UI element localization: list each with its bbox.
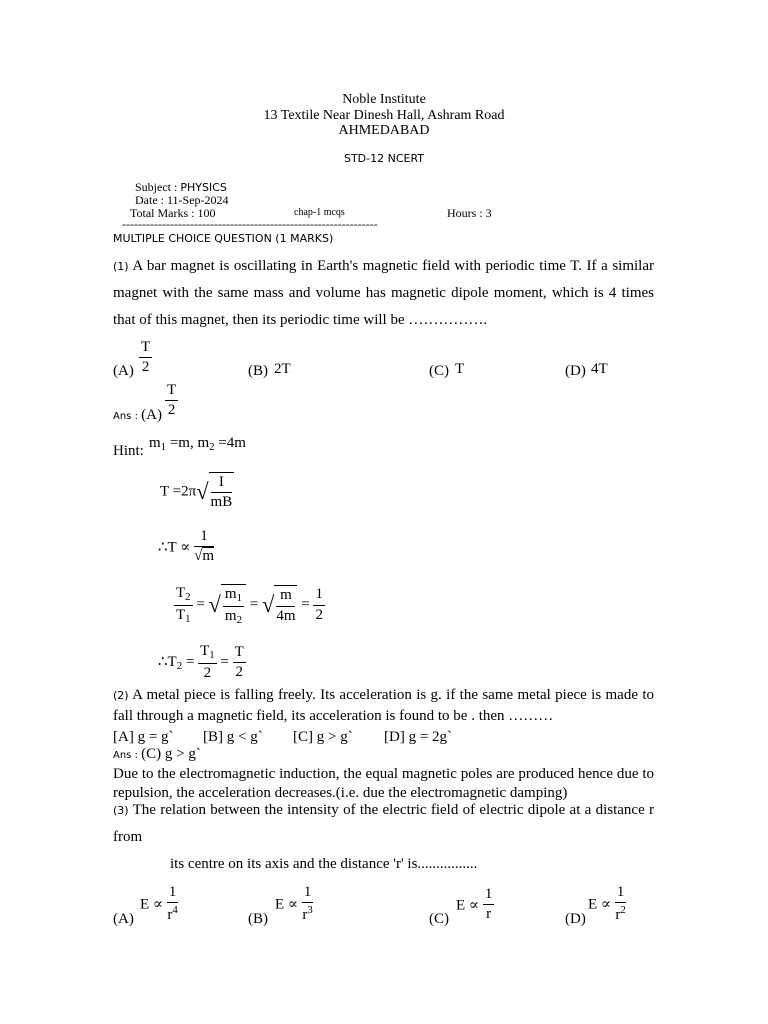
institute-city: AHMEDABAD: [338, 123, 430, 138]
q3-number: (3): [113, 804, 129, 817]
q3-line-2: from: [113, 829, 143, 845]
subject-label: Subject :: [135, 180, 181, 194]
q2-answer-line: [113, 746, 201, 763]
date-line: Date : 11-Sep-2024: [135, 193, 229, 207]
q1-line-2: magnet with the same mass and volume has magnetic dipole moment, which is 4 times: [113, 285, 654, 301]
q3-option-a-value: E ∝ $\frac{1}{r^4}$: [140, 884, 178, 924]
q3-option-d-label: (D): [565, 911, 586, 927]
q1-hint-masses: $m_1 =m$, $m_2 =4m$: [149, 435, 246, 454]
q1-answer-line: [113, 407, 162, 424]
q1-option-d-value: 4T: [591, 361, 608, 377]
q3-option-b-value: E ∝ $\frac{1}{r^3}$: [275, 884, 313, 924]
institute-address: 13 Textile Near Dinesh Hall, Ashram Road: [263, 108, 505, 123]
total-marks: Total Marks : 100: [130, 206, 216, 220]
q1-option-a-label: (A): [113, 363, 134, 379]
q3-option-c-label: (C): [429, 911, 449, 927]
q2-option-d: [D] g = 2g`: [384, 729, 453, 745]
header-rule: ----------------------------------------------------------------: [122, 217, 378, 231]
section-title: MULTIPLE CHOICE QUESTION (1 MARKS): [113, 232, 334, 245]
q2-answer-value: (C) g > g`: [141, 746, 201, 762]
q2-line-2: fall through a magnetic field, its acceleration is found to be . then ………: [113, 708, 554, 724]
sqrt-icon: √: [261, 591, 275, 617]
q1-answer-value: [165, 382, 178, 420]
q2-text-1: A metal piece is falling freely. Its acceleration is g. if the same metal piece is made to: [132, 687, 654, 703]
q1-text-1: A bar magnet is oscillating in Earth's magnetic field with periodic time T. If a similar: [132, 258, 654, 274]
q1-hint-label: Hint:: [113, 443, 144, 459]
q1-line-1: [113, 258, 654, 275]
q1-option-b-value: 2T: [274, 361, 291, 377]
q3-option-a-label: (A): [113, 911, 134, 927]
institute-name: Noble Institute: [342, 92, 426, 107]
q1-eq-result: $\therefore T_2$ = $\frac{T_1}{2}$ = $\frac{T}{2}$: [158, 643, 244, 681]
q1-option-a-fraction: $\frac{T}{2}$: [141, 339, 151, 376]
q3-option-b-label: (B): [248, 911, 268, 927]
q1-eq-ratio: $\frac{T_2}{T_1}$ = √ $\frac{m_1}{m_2}$ = √ $\frac{m}{4m}$ = $\frac{1}{2}$: [176, 585, 323, 626]
chapter-label: chap-1 mcqs: [294, 207, 345, 218]
q3-option-c-value: E ∝ $\frac{1}{r}$: [456, 886, 493, 923]
q2-answer-label: Ans :: [113, 750, 142, 761]
q1-eq-period: T =2π√ $\frac{I}{mB}$: [160, 474, 233, 511]
q3-text-1: The relation between the intensity of the electric field of electric dipole at a distance r: [132, 802, 654, 818]
q1-option-b-label: (B): [248, 363, 268, 379]
q2-explanation-2: repulsion, the acceleration decreases.(i.e. due the electromagnetic damping): [113, 785, 568, 801]
q1-line-3: that of this magnet, then its periodic time will be …………….: [113, 312, 488, 328]
subject-value: PHYSICS: [180, 181, 227, 194]
q3-option-d-value: E ∝ $\frac{1}{r^2}$: [588, 884, 626, 924]
q1-option-d-label: (D): [565, 363, 586, 379]
sqrt-icon: √: [208, 591, 221, 617]
q2-option-a: [A] g = g`: [113, 729, 174, 745]
hours-label: Hours : 3: [447, 206, 492, 220]
q1-answer-option: (A): [141, 407, 162, 423]
q1-answer-fraction: $\frac{T}{2}$: [167, 382, 177, 419]
q2-number: (2): [113, 689, 129, 702]
q1-eq-proportion: ∴T ∝ $\frac{1}{√m}$: [158, 528, 214, 565]
sqrt-icon: √: [194, 548, 203, 565]
q2-option-c: [C] g > g`: [293, 729, 353, 745]
q1-eq-period-sqrt: √ $\frac{I}{mB}$: [196, 474, 233, 511]
q1-answer-label: Ans :: [113, 411, 142, 422]
q3-line-3: its centre on its axis and the distance 'r' is................: [170, 856, 478, 872]
standard-label: STD-12 NCERT: [343, 152, 425, 165]
q3-line-1: [113, 802, 654, 819]
q2-line-1: [113, 687, 654, 704]
q2-explanation-1: Due to the electromagnetic induction, the equal magnetic poles are produced hence due to: [113, 766, 654, 782]
q2-option-b: [B] g < g`: [203, 729, 263, 745]
sqrt-icon: √: [196, 478, 209, 504]
q1-option-a-value: [139, 339, 152, 377]
q1-number: (1): [113, 260, 129, 273]
q1-option-c-value: T: [455, 361, 465, 377]
q1-option-c-label: (C): [429, 363, 449, 379]
